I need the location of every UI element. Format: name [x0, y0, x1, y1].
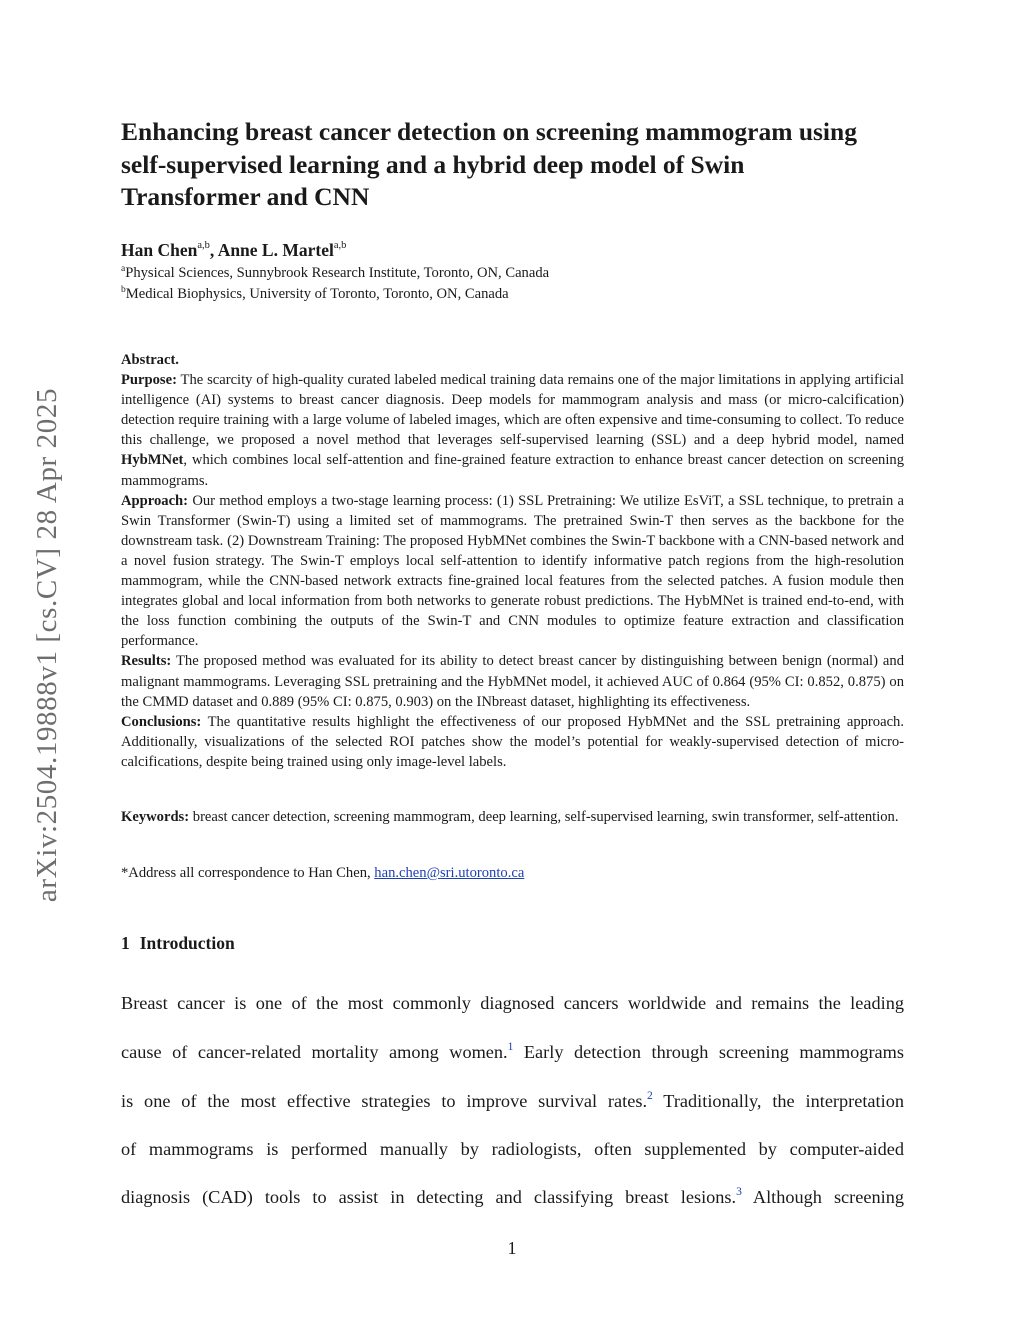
- section-title: Introduction: [139, 933, 235, 953]
- results-text: The proposed method was evaluated for its ability to detect breast cancer by distinguishing between benign (normal) and malignant mammograms. Leveraging SSL pretraining and the HybMNet model, it achieved AUC of 0.864 (95% CI: 0.852, 0.875) on the CMMD dataset and 0.889 (95% CI: 0.875, 0.903) on the INbreast dataset, highlighting its effectiveness.: [121, 653, 905, 710]
- purpose-text: The scarcity of high-quality curated labeled medical training data remains one of the major limitations in applying artificial intelligence (AI) systems to breast cancer diagnosis. Deep models for mammogram analysis and mass (or micro-calcification) detection require training with a large volume of labeled images, which are often expensive and time-consuming to collect. To reduce this challenge, we proposed a novel method that leverages self-supervised learning (SSL) and a deep hybrid model, named: [121, 372, 904, 449]
- keywords-text: breast cancer detection, screening mammogram, deep learning, self-supervised learning, swin transformer, self-attention.: [192, 809, 899, 825]
- citation-link[interactable]: 3: [736, 1186, 742, 1198]
- body-line-text: Traditionally, the interpretation: [652, 1091, 904, 1111]
- body-line: [121, 1089, 904, 1113]
- abstract-results: [121, 651, 904, 711]
- correspondence-text: *Address all correspondence to Han Chen,: [121, 865, 371, 881]
- body-line-text: Although screening: [741, 1187, 904, 1207]
- author-name: Anne L. Martel: [217, 240, 334, 260]
- keywords-heading: Keywords:: [121, 809, 190, 825]
- body-line-text: diagnosis (CAD) tools to assist in detecting and classifying breast lesions.: [121, 1187, 737, 1207]
- author-separator: ,: [209, 240, 218, 260]
- body-line-text: of mammograms is performed manually by radiologists, often supplemented by computer-aided: [121, 1139, 904, 1159]
- arxiv-stamp: arXiv:2504.19888v1 [cs.CV] 28 Apr 2025: [31, 387, 63, 903]
- affiliation-mark: a: [121, 264, 126, 274]
- email-link[interactable]: han.chen@sri.utoronto.ca: [374, 865, 525, 881]
- body-line: [121, 1040, 904, 1064]
- affiliation: [121, 265, 549, 282]
- affiliation: [121, 286, 509, 303]
- body-line-text: cause of cancer-related mortality among women.: [121, 1042, 508, 1062]
- results-heading: Results:: [121, 653, 172, 670]
- title-line: self-supervised learning and a hybrid deep model of Swin: [121, 149, 745, 179]
- author-list: [121, 240, 346, 261]
- title-line: Enhancing breast cancer detection on screening mammogram using: [121, 117, 857, 146]
- affiliation-text: Medical Biophysics, University of Toronto, Toronto, ON, Canada: [125, 286, 509, 302]
- keywords: [121, 806, 904, 830]
- author-affiliation-mark: a,b: [197, 240, 210, 251]
- title-line: Transformer and CNN: [121, 182, 370, 211]
- section-number: 1: [121, 933, 130, 953]
- affiliation-mark: b: [121, 285, 126, 295]
- purpose-heading: Purpose:: [121, 372, 177, 389]
- page-number: 1: [507, 1238, 517, 1258]
- abstract-heading: Abstract.: [121, 352, 179, 368]
- conclusions-heading: Conclusions:: [121, 713, 202, 730]
- paper-title: [121, 116, 911, 214]
- section-heading: [121, 933, 235, 954]
- approach-heading: Approach:: [121, 492, 189, 509]
- citation-link[interactable]: 1: [507, 1041, 514, 1053]
- body-line-text: Breast cancer is one of the most commonly diagnosed cancers worldwide and remains the leading: [121, 993, 904, 1013]
- body-line-text: is one of the most effective strategies to improve survival rates.: [121, 1091, 648, 1111]
- body-line-text: Early detection through screening mammograms: [513, 1042, 904, 1062]
- body-line: [121, 1185, 904, 1209]
- approach-text: Our method employs a two-stage learning process: (1) SSL Pretraining: We utilize EsViT, a SSL technique, to pretrain a Swin Transformer (Swin-T) using a limited set of mammograms. The pretrained Swin-T then serves as the backbone for the downstream task. (2) Downstream Training: The proposed HybMNet combines the Swin-T backbone with a CNN-based network and a novel fusion strategy. The Swin-T employs local self-attention to identify informative patch regions from the high-resolution mammogram, while the CNN-based network extracts fine-grained local features from the selected patches. A fusion module then integrates global and local information from both networks to generate robust predictions. The HybMNet is trained end-to-end, with the loss function combining the outputs of the Swin-T and CNN modules to optimize feature extraction and classification performance.: [121, 492, 904, 650]
- author-name: Han Chen: [121, 240, 198, 260]
- citation-link[interactable]: 2: [647, 1090, 653, 1102]
- purpose-text-end: , which combines local self-attention and fine-grained feature extraction to enhance breast cancer detection on screening mammograms.: [121, 452, 904, 489]
- abstract-purpose: [121, 370, 904, 491]
- conclusions-text: The quantitative results highlight the effectiveness of our proposed HybMNet and the SSL pretraining approach. Additionally, visualizations of the selected ROI patches show the model’s potential for weakly-supervised detection of micro-calcifications, despite being trained using only image-level labels.: [121, 713, 904, 770]
- model-name: HybMNet: [121, 452, 184, 469]
- affiliation-text: Physical Sciences, Sunnybrook Research Institute, Toronto, ON, Canada: [125, 265, 550, 281]
- author-affiliation-mark: a,b: [333, 240, 347, 251]
- body-line: [121, 991, 904, 1015]
- abstract-approach: [121, 491, 904, 652]
- abstract-conclusions: [121, 712, 904, 772]
- abstract: [121, 350, 904, 772]
- correspondence: [121, 865, 524, 882]
- body-line: [121, 1137, 904, 1161]
